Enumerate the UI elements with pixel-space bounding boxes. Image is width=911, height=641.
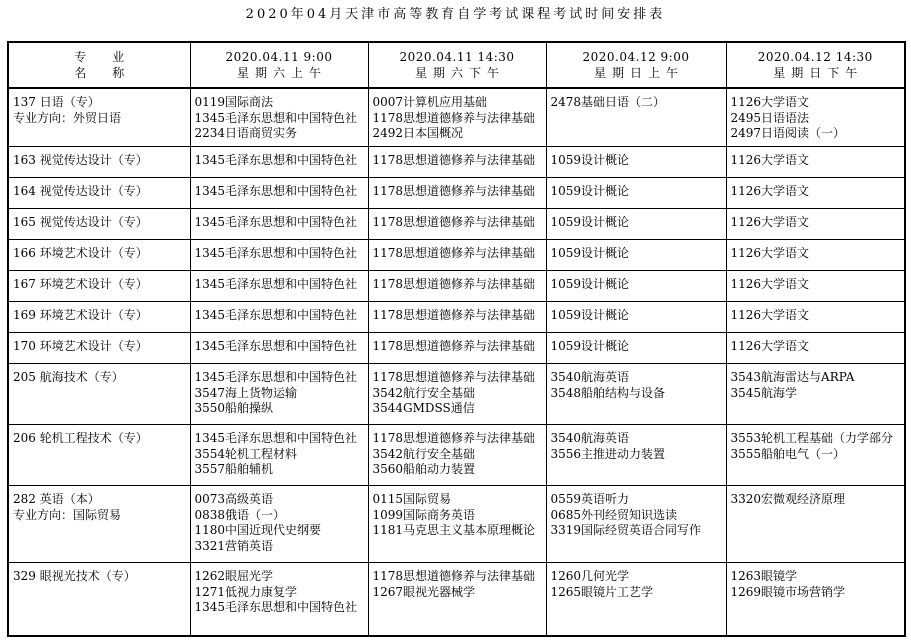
- major-line: 205 航海技术（专）: [13, 370, 124, 384]
- session-3-cell: [546, 271, 726, 302]
- major-line: 329 眼视光技术（专）: [13, 569, 136, 583]
- course-line: 1126大学语文: [730, 95, 810, 109]
- header-row: [8, 42, 905, 88]
- course-line: 1126大学语文: [730, 215, 810, 229]
- course-line: 1178思想道德修养与法律基础: [372, 246, 536, 260]
- course-line: 0073高级英语: [194, 492, 274, 506]
- course-line: 1267眼视光器械学: [372, 584, 476, 599]
- header-session-1: [190, 42, 368, 88]
- session-2-cell: [368, 147, 546, 178]
- course-line: 3554轮机工程材料: [194, 446, 298, 461]
- major-line: 163 视觉传达设计（专）: [13, 153, 148, 167]
- table-row: [8, 271, 905, 302]
- course-line: 2497日语阅读（一）: [730, 126, 846, 140]
- major-cell: [8, 425, 190, 486]
- course-line: 3542航行安全基础: [372, 385, 476, 400]
- course-line: 3560船舶动力装置: [372, 462, 476, 476]
- major-cell: [8, 364, 190, 425]
- session-3-cell: [546, 209, 726, 240]
- session-2-cell: [368, 88, 546, 147]
- major-cell: [8, 240, 190, 271]
- course-line: 3540航海英语: [550, 431, 630, 445]
- course-line: 1178思想道德修养与法律基础: [372, 184, 536, 198]
- table-row: [8, 364, 905, 425]
- major-line: 206 轮机工程技术（专）: [13, 431, 148, 445]
- session-date: 2020.04.11 9:00: [225, 50, 333, 64]
- session-1-cell: [190, 302, 368, 333]
- schedule-body: [8, 88, 905, 636]
- table-row: [8, 302, 905, 333]
- course-line: 0119国际商法: [194, 95, 274, 109]
- course-line: 1178思想道德修养与法律基础: [372, 370, 536, 384]
- course-line: 1126大学语文: [730, 153, 810, 167]
- session-3-cell: [546, 563, 726, 637]
- session-1-cell: [190, 486, 368, 563]
- course-line: 3556主推进动力装置: [550, 446, 666, 461]
- course-line: 3544GMDSS通信: [372, 401, 475, 415]
- session-day: 星期六下午: [414, 66, 505, 80]
- table-row: [8, 563, 905, 637]
- major-line: 164 视觉传达设计（专）: [13, 184, 148, 198]
- session-2-cell: [368, 486, 546, 563]
- session-2-cell: [368, 333, 546, 364]
- course-line: 1345毛泽东思想和中国特色社: [194, 215, 358, 229]
- course-line: 1345毛泽东思想和中国特色社: [194, 600, 358, 614]
- major-cell: [8, 271, 190, 302]
- session-day: 星期日下午: [773, 66, 864, 80]
- course-line: 3557船舶辅机: [194, 462, 274, 476]
- session-3-cell: [546, 240, 726, 271]
- session-1-cell: [190, 364, 368, 425]
- session-3-cell: [546, 486, 726, 563]
- major-line: 165 视觉传达设计（专）: [13, 215, 148, 229]
- table-row: [8, 425, 905, 486]
- session-4-cell: [726, 563, 905, 637]
- course-line: 1345毛泽东思想和中国特色社: [194, 339, 358, 353]
- course-line: 1059设计概论: [550, 246, 630, 260]
- course-line: 1345毛泽东思想和中国特色社: [194, 110, 358, 125]
- course-line: 1262眼屈光学: [194, 569, 274, 583]
- course-line: 1126大学语文: [730, 277, 810, 291]
- header-session-4: [726, 42, 905, 88]
- course-line: 1178思想道德修养与法律基础: [372, 215, 536, 229]
- course-line: 1178思想道德修养与法律基础: [372, 277, 536, 291]
- session-2-cell: [368, 302, 546, 333]
- course-line: 2478基础日语（二）: [550, 95, 666, 109]
- session-4-cell: [726, 333, 905, 364]
- course-line: 3555船舶电气（一）: [730, 446, 846, 461]
- major-line: 137 日语（专）: [13, 95, 100, 109]
- course-line: 3550船舶操纵: [194, 401, 274, 415]
- table-row: [8, 333, 905, 364]
- session-1-cell: [190, 178, 368, 209]
- course-line: 3319国际经贸英语合同写作: [550, 523, 702, 537]
- exam-schedule-table: [7, 41, 906, 637]
- session-3-cell: [546, 178, 726, 209]
- course-line: 1126大学语文: [730, 246, 810, 260]
- major-cell: [8, 178, 190, 209]
- major-cell: [8, 147, 190, 178]
- course-line: 0838俄语（一）: [194, 507, 286, 522]
- major-line: 专业方向：外贸日语: [13, 110, 122, 125]
- major-cell: [8, 302, 190, 333]
- session-3-cell: [546, 147, 726, 178]
- course-line: 1126大学语文: [730, 308, 810, 322]
- course-line: 1059设计概论: [550, 153, 630, 167]
- course-line: 1269眼镜市场营销学: [730, 584, 846, 599]
- course-line: 1265眼镜片工艺学: [550, 584, 654, 599]
- major-cell: [8, 209, 190, 240]
- course-line: 1345毛泽东思想和中国特色社: [194, 431, 358, 445]
- session-2-cell: [368, 563, 546, 637]
- course-line: 1178思想道德修养与法律基础: [372, 110, 536, 125]
- session-4-cell: [726, 364, 905, 425]
- course-line: 0115国际贸易: [372, 492, 452, 506]
- course-line: 1178思想道德修养与法律基础: [372, 308, 536, 322]
- major-line: 282 英语（本）: [13, 492, 100, 506]
- course-line: 1180中国近现代史纲要: [194, 523, 322, 537]
- course-line: 3320宏微观经济原理: [730, 492, 846, 506]
- session-date: 2020.04.11 14:30: [399, 50, 515, 64]
- major-cell: [8, 486, 190, 563]
- major-cell: [8, 88, 190, 147]
- session-2-cell: [368, 364, 546, 425]
- course-line: 3321营销英语: [194, 538, 274, 553]
- course-line: 0007计算机应用基础: [372, 95, 488, 109]
- session-2-cell: [368, 240, 546, 271]
- session-4-cell: [726, 147, 905, 178]
- course-line: 3542航行安全基础: [372, 446, 476, 461]
- session-3-cell: [546, 333, 726, 364]
- header-name-label: 名称: [74, 66, 151, 80]
- course-line: 1345毛泽东思想和中国特色社: [194, 370, 358, 384]
- session-1-cell: [190, 563, 368, 637]
- session-2-cell: [368, 178, 546, 209]
- session-4-cell: [726, 178, 905, 209]
- course-line: 1345毛泽东思想和中国特色社: [194, 277, 358, 291]
- course-line: 3545航海学: [730, 385, 798, 400]
- major-line: 169 环境艺术设计（专）: [13, 308, 148, 322]
- course-line: 3547海上货物运输: [194, 385, 298, 400]
- page-title: 2020年04月天津市高等教育自学考试课程考试时间安排表: [245, 7, 666, 22]
- session-date: 2020.04.12 14:30: [757, 50, 873, 64]
- header-session-2: [368, 42, 546, 88]
- course-line: 1178思想道德修养与法律基础: [372, 339, 536, 353]
- major-cell: [8, 563, 190, 637]
- session-1-cell: [190, 271, 368, 302]
- session-1-cell: [190, 88, 368, 147]
- header-major-label: 专业: [74, 50, 151, 64]
- course-line: 1345毛泽东思想和中国特色社: [194, 153, 358, 167]
- course-line: 1099国际商务英语: [372, 507, 476, 522]
- session-1-cell: [190, 333, 368, 364]
- session-4-cell: [726, 425, 905, 486]
- session-2-cell: [368, 209, 546, 240]
- session-1-cell: [190, 425, 368, 486]
- session-4-cell: [726, 302, 905, 333]
- session-4-cell: [726, 240, 905, 271]
- course-line: 1059设计概论: [550, 184, 630, 198]
- course-line: 1059设计概论: [550, 277, 630, 291]
- course-line: 1345毛泽东思想和中国特色社: [194, 246, 358, 260]
- session-4-cell: [726, 209, 905, 240]
- session-2-cell: [368, 271, 546, 302]
- course-line: 1181马克思主义基本原理概论: [372, 523, 536, 537]
- course-line: 1345毛泽东思想和中国特色社: [194, 308, 358, 322]
- course-line: 1126大学语文: [730, 184, 810, 198]
- table-row: [8, 486, 905, 563]
- header-session-3: [546, 42, 726, 88]
- course-line: 1263眼镜学: [730, 569, 798, 583]
- session-day: 星期日上午: [593, 66, 684, 80]
- course-line: 1345毛泽东思想和中国特色社: [194, 184, 358, 198]
- session-1-cell: [190, 209, 368, 240]
- table-row: [8, 147, 905, 178]
- session-3-cell: [546, 364, 726, 425]
- session-date: 2020.04.12 9:00: [582, 50, 690, 64]
- course-line: 1260几何光学: [550, 569, 630, 583]
- major-line: 专业方向：国际贸易: [13, 507, 122, 522]
- major-line: 166 环境艺术设计（专）: [13, 246, 148, 260]
- course-line: 1059设计概论: [550, 215, 630, 229]
- session-3-cell: [546, 88, 726, 147]
- table-row: [8, 209, 905, 240]
- major-line: 170 环境艺术设计（专）: [13, 339, 148, 353]
- table-row: [8, 88, 905, 147]
- session-3-cell: [546, 302, 726, 333]
- course-line: 3540航海英语: [550, 370, 630, 384]
- session-4-cell: [726, 271, 905, 302]
- session-1-cell: [190, 147, 368, 178]
- course-line: 1178思想道德修养与法律基础: [372, 431, 536, 445]
- session-day: 星期六上午: [236, 66, 327, 80]
- session-2-cell: [368, 425, 546, 486]
- session-4-cell: [726, 88, 905, 147]
- course-line: 1059设计概论: [550, 339, 630, 353]
- course-line: 2495日语语法: [730, 110, 810, 125]
- course-line: 1059设计概论: [550, 308, 630, 322]
- course-line: 1178思想道德修养与法律基础: [372, 569, 536, 583]
- course-line: 3543航海雷达与ARPA: [730, 370, 855, 384]
- session-1-cell: [190, 240, 368, 271]
- course-line: 3553轮机工程基础（力学部分: [730, 431, 894, 445]
- major-line: 167 环境艺术设计（专）: [13, 277, 148, 291]
- course-line: 2492日本国概况: [372, 126, 464, 140]
- table-row: [8, 178, 905, 209]
- header-major: [8, 42, 190, 88]
- course-line: 1178思想道德修养与法律基础: [372, 153, 536, 167]
- session-3-cell: [546, 425, 726, 486]
- course-line: 1271低视力康复学: [194, 584, 298, 599]
- course-line: 3548船舶结构与设备: [550, 385, 666, 400]
- course-line: 0685外刊经贸知识选读: [550, 507, 678, 522]
- session-4-cell: [726, 486, 905, 563]
- course-line: 1126大学语文: [730, 339, 810, 353]
- table-row: [8, 240, 905, 271]
- course-line: 2234日语商贸实务: [194, 126, 298, 140]
- major-cell: [8, 333, 190, 364]
- course-line: 0559英语听力: [550, 492, 630, 506]
